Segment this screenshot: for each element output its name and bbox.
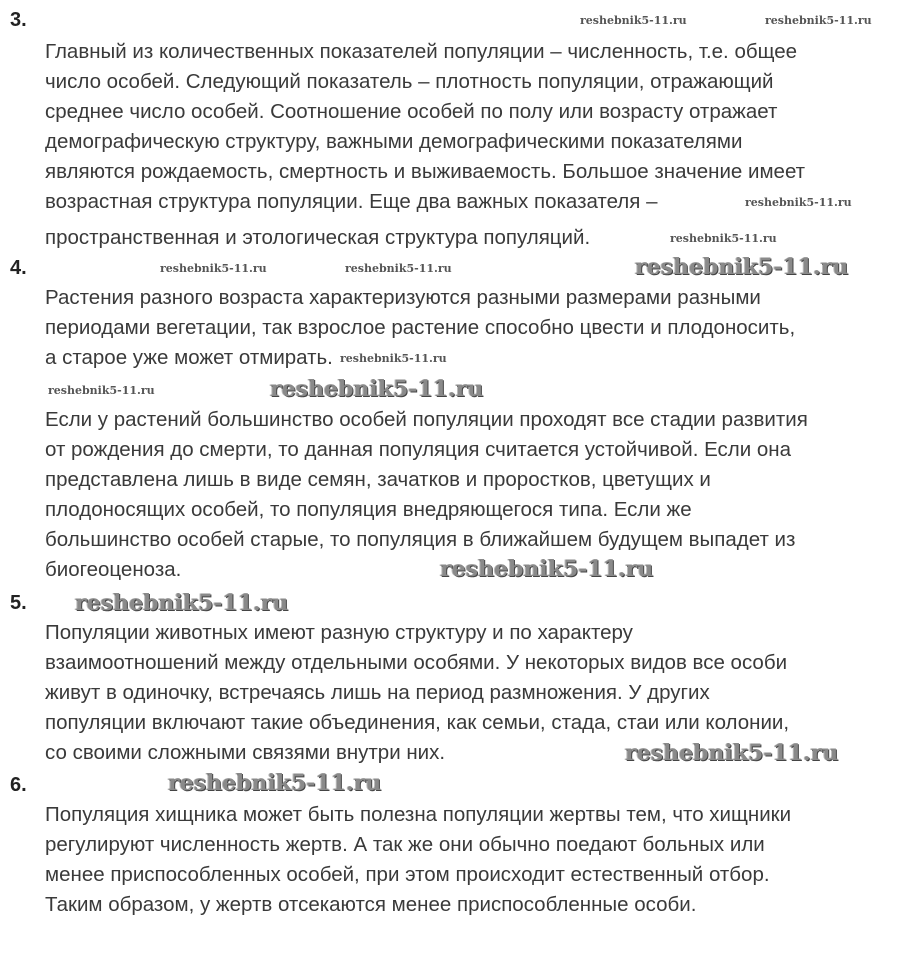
- watermark: reshebnik5-11.ru: [745, 196, 852, 209]
- section-number: 3.: [10, 9, 27, 31]
- watermark: reshebnik5-11.ru: [270, 376, 484, 402]
- text-line: менее приспособленных особей, при этом происходит естественный отбор.: [45, 863, 770, 886]
- text-line: пространственная и этологическая структура популяций.: [45, 226, 591, 249]
- watermark: reshebnik5-11.ru: [48, 384, 155, 397]
- watermark: reshebnik5-11.ru: [168, 770, 382, 796]
- watermark: reshebnik5-11.ru: [765, 14, 872, 27]
- text-line: взаимоотношений между отдельными особями. У некоторых видов все особи: [45, 651, 788, 674]
- watermark: reshebnik5-11.ru: [580, 14, 687, 27]
- watermark: reshebnik5-11.ru: [75, 590, 289, 616]
- text-line: Популяция хищника может быть полезна популяции жертвы тем, что хищники: [45, 803, 792, 826]
- text-line: Таким образом, у жертв отсекаются менее приспособленные особи.: [45, 893, 697, 916]
- text-line: плодоносящих особей, то популяция внедряющегося типа. Если же: [45, 498, 692, 521]
- text-line: от рождения до смерти, то данная популяция считается устойчивой. Если она: [45, 438, 792, 461]
- text-line: Популяции животных имеют разную структуру и по характеру: [45, 621, 633, 644]
- watermark: reshebnik5-11.ru: [625, 740, 839, 766]
- watermark: reshebnik5-11.ru: [635, 254, 849, 280]
- text-line: со своими сложными связями внутри них.: [45, 741, 446, 764]
- text-line: биогеоценоза.: [45, 558, 182, 581]
- text-line: среднее число особей. Соотношение особей по полу или возрасту отражает: [45, 100, 778, 123]
- text-line: большинство особей старые, то популяция в ближайшем будущем выпадет из: [45, 528, 796, 551]
- watermark: reshebnik5-11.ru: [160, 262, 267, 275]
- text-line: Если у растений большинство особей популяции проходят все стадии развития: [45, 408, 808, 431]
- text-line: регулируют численность жертв. А так же они обычно поедают больных или: [45, 833, 765, 856]
- text-line: представлена лишь в виде семян, зачатков и проростков, цветущих и: [45, 468, 711, 491]
- text-line: возрастная структура популяции. Еще два важных показателя –: [45, 190, 658, 213]
- section-number: 5.: [10, 592, 27, 614]
- text-line: Растения разного возраста характеризуются разными размерами разными: [45, 286, 761, 309]
- text-line: живут в одиночку, встречаясь лишь на период размножения. У других: [45, 681, 710, 704]
- text-line: а старое уже может отмирать.: [45, 346, 333, 369]
- text-line: являются рождаемость, смертность и выживаемость. Большое значение имеет: [45, 160, 806, 183]
- text-line: периодами вегетации, так взрослое растение способно цвести и плодоносить,: [45, 316, 796, 339]
- section-number: 4.: [10, 257, 27, 279]
- text-line: демографическую структуру, важными демографическими показателями: [45, 130, 743, 153]
- text-line: число особей. Следующий показатель – плотность популяции, отражающий: [45, 70, 774, 93]
- watermark: reshebnik5-11.ru: [440, 556, 654, 582]
- watermark: reshebnik5-11.ru: [340, 352, 447, 365]
- section-number: 6.: [10, 774, 27, 796]
- text-line: Главный из количественных показателей популяции – численность, т.е. общее: [45, 40, 798, 63]
- text-line: популяции включают такие объединения, как семьи, стада, стаи или колонии,: [45, 711, 790, 734]
- watermark: reshebnik5-11.ru: [670, 232, 777, 245]
- watermark: reshebnik5-11.ru: [345, 262, 452, 275]
